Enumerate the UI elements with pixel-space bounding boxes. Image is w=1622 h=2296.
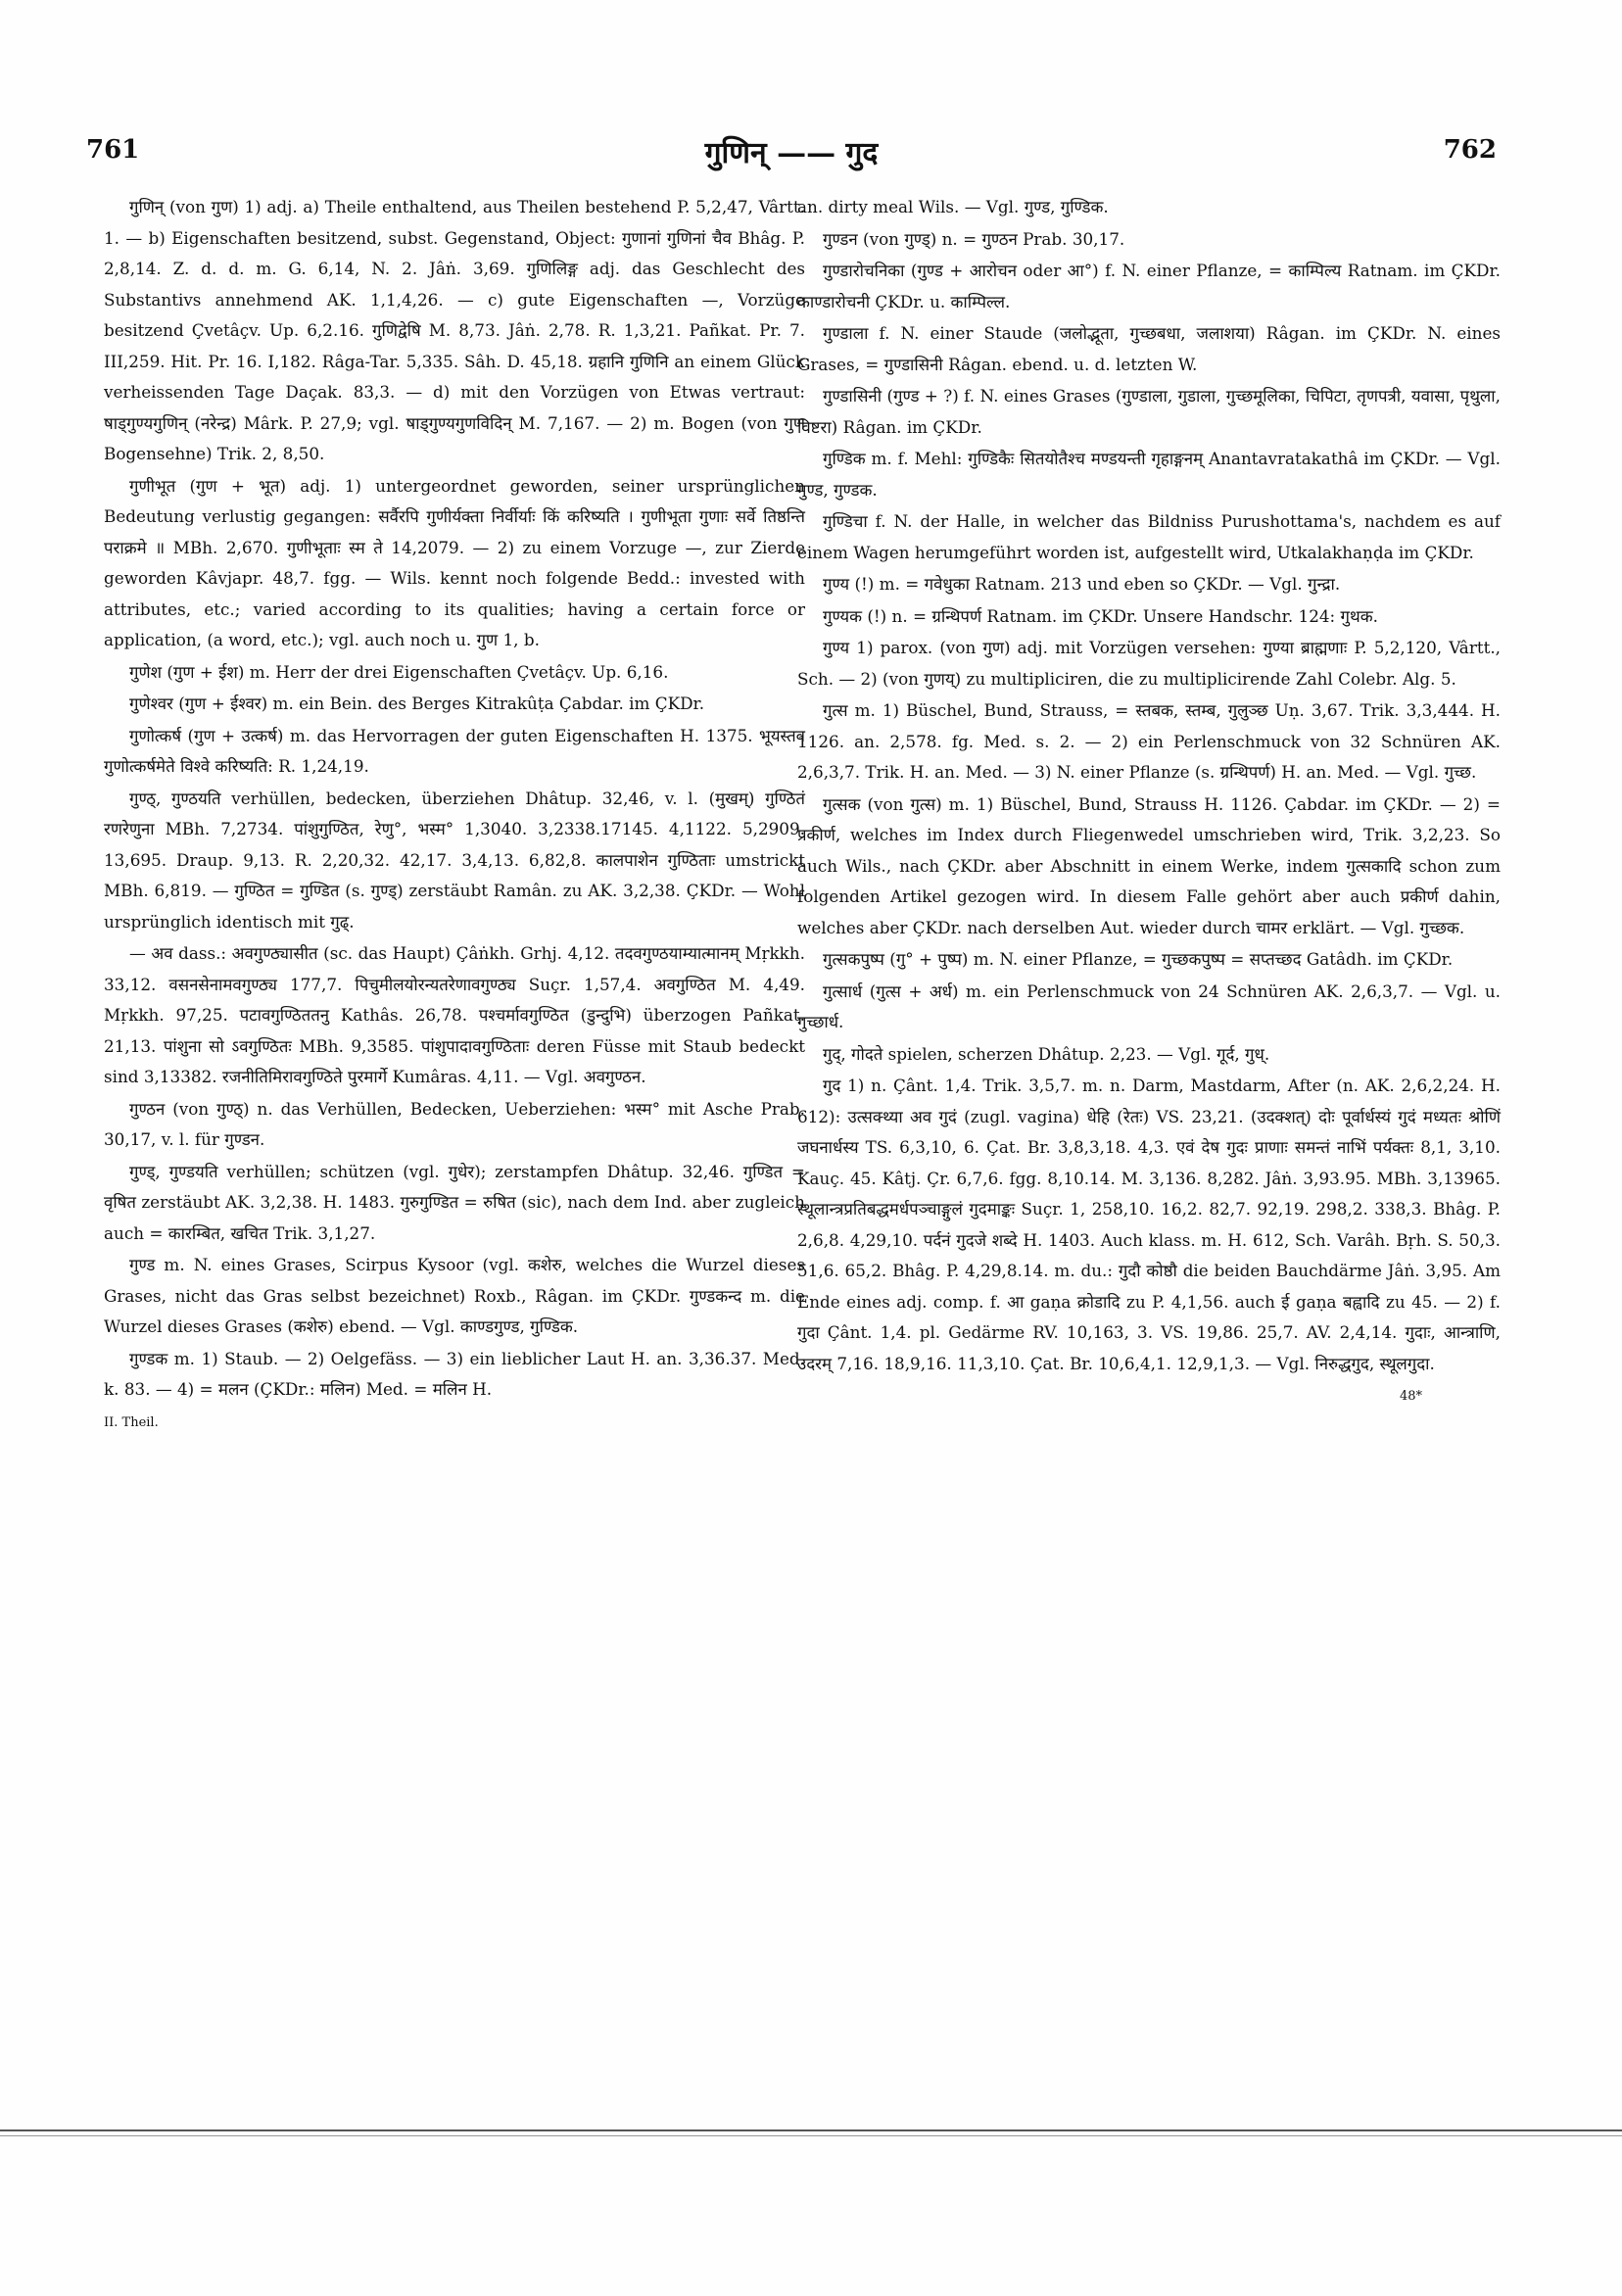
- dictionary-entry: गुत्स m. 1) Büschel, Bund, Strauss, = स्तबक, स्तम्ब, गुलुञ्छ Uṇ. 3,67. Trik. 3,3,444. H. 1126. an. 2,578. fg. Med. s. 2. — 2) ein Perlenschmuck von 32 Schnüren AK. 2,6,3,7. Trik. H. an. Med. — 3) N. einer Pflanze (s. ग्रन्थिपर्ण) H. an. Med. — Vgl. गुच्छ.: [797, 700, 1501, 782]
- dictionary-entry: गुण्ठन (von गुण्ठ्) n. das Verhüllen, Bedecken, Ueberziehen: भस्म° mit Asche Prab. 30,17, v. l. für गुण्डन.: [104, 1098, 805, 1149]
- running-title: गुणिन् —— गुद: [704, 136, 879, 170]
- dictionary-entry: गुत्सकपुष्प (गु° + पुष्प) m. N. einer Pflanze, = गुच्छकपुष्प = सप्तच्छद Gatâdh. im ÇKDr.: [823, 949, 1454, 969]
- dictionary-entry: गुण्डन (von गुण्ड्) n. = गुण्ठन Prab. 30,17.: [823, 228, 1125, 249]
- dictionary-entry: गुण्य 1) parox. (von गुण) adj. mit Vorzügen versehen: गुण्या ब्राह्मणाः P. 5,2,120, Vârtt., Sch. — 2) (von गुणय्) zu multipliciren, die zu multiplicirende Zahl Colebr. Alg. 5.: [797, 638, 1501, 689]
- right-page-number: 762: [1443, 135, 1497, 165]
- dictionary-entry: गुण्डाला f. N. einer Staude (जलोद्भूता, गुच्छबधा, जलाशया) Râgan. im ÇKDr. N. eines Grases, = गुण्डासिनी Râgan. ebend. u. d. letzten W.: [797, 323, 1501, 374]
- dictionary-entry: गुण्डारोचनिका (गुण्ड + आरोचन oder आ°) f. N. einer Pflanze, = काम्पिल्य Ratnam. im ÇKDr. काण्डारोचनी ÇKDr. u. काम्पिल्ल.: [797, 261, 1501, 311]
- dictionary-entry: गुण्डक m. 1) Staub. — 2) Oelgefäss. — 3) ein lieblicher Laut H. an. 3,36.37. Med. k. 83. — 4) = मलन (ÇKDr.: मलिन) Med. = मलिन H.: [104, 1348, 805, 1399]
- dictionary-entry: गुणीभूत (गुण + भूत) adj. 1) untergeordnet geworden, seiner ursprünglichen Bedeutung verlustig gegangen: सर्वैरपि गुणीर्यक्ता निर्वीर्याः किं करिष्यति । गुणीभूता गुणाः सर्वे तिष्ठन्ति पराक्रमे ॥ MBh. 2,670. गुणीभूताः स्म ते 14,2079. — 2) zu einem Vorzuge —, zur Zierde geworden Kâvjapr. 48,7. fgg. — Wils. kennt noch folgende Bedd.: invested with attributes, etc.; varied according to its qualities; having a certain force or application, (a word, etc.); vgl. auch noch u. गुण 1, b.: [104, 475, 805, 649]
- dictionary-entry: गुण्डिक m. f. Mehl: गुण्डिकैः सितयोतैश्च मण्डयन्ती गृहाङ्गनम् Anantavratakathâ im ÇKDr. — Vgl. गुण्ड, गुण्डक.: [797, 449, 1501, 500]
- dictionary-entry: गुण्डिचा f. N. der Halle, in welcher das Bildniss Purushottama's, nachdem es auf einem Wagen herumgeführt worden ist, aufgestellt wird, Utkalakhaṇḍa im ÇKDr.: [797, 511, 1501, 562]
- dictionary-entry: गुणोत्कर्ष (गुण + उत्कर्ष) m. das Hervorragen der guten Eigenschaften H. 1375. भूयस्तव गुणोत्कर्षमेते विश्वे करिष्यति: R. 1,24,19.: [104, 725, 805, 776]
- dictionary-entry: गुत्सार्ध (गुत्स + अर्ध) m. ein Perlenschmuck von 24 Schnüren AK. 2,6,3,7. — Vgl. u. गुच्छार्ध.: [797, 981, 1501, 1031]
- bottom-rule: [0, 2129, 1622, 2131]
- dictionary-entry: गुण्ठ्, गुण्ठयति verhüllen, bedecken, überziehen Dhâtup. 32,46, v. l. (मुखम्) गुण्ठितं रणरेणुना MBh. 7,2734. पांशुगुण्ठित, रेणु°, भस्म° 1,3040. 3,2338.17145. 4,1122. 5,2909. 13,695. Draup. 9,13. R. 2,20,32. 42,17. 3,4,13. 6,82,8. कालपाशेन गुण्ठिताः umstrickt MBh. 6,819. — गुण्ठित = गुण्डित (s. गुण्ड्) zerstäubt Ramân. zu AK. 3,2,38. ÇKDr. — Wohl ursprünglich identisch mit गुढ्.: [104, 788, 805, 932]
- dictionary-entry: — अव dass.: अवगुण्ठ्यासीत (sc. das Haupt) Çâṅkh. Grhj. 4,12. तदवगुण्ठयाम्यात्मानम् Mṛkkh. 33,12. वसनसेनामवगुण्ठ्य 177,7. पिचुमीलयोरन्यतरेणावगुण्ठ्य Suçr. 1,57,4. अवगुण्ठित M. 4,49. Mṛkkh. 97,25. पटावगुण्ठिततनु Kathâs. 26,78. पश्चर्मावगुण्ठित (डुन्दुभि) überzogen Pañkat. 21,13. पांशुना सो ऽवगुण्ठितः MBh. 9,3585. पांशुपादावगुण्ठिताः deren Füsse mit Staub bedeckt sind 3,13382. रजनीतिमिरावगुण्ठिते पुरमार्गे Kumâras. 4,11. — Vgl. अवगुण्ठन.: [104, 943, 805, 1086]
- dictionary-entry: गुण्यक (!) n. = ग्रन्थिपर्ण Ratnam. im ÇKDr. Unsere Handschr. 124: गुथक.: [823, 605, 1378, 626]
- dictionary-entry: गुण्ड्, गुण्डयति verhüllen; schützen (vgl. गुधेर); zerstampfen Dhâtup. 32,46. गुण्डित = वृषित zerstäubt AK. 3,2,38. H. 1483. गुरुगुण्डित = रुषित (sic), nach dem Ind. aber zugleich auch = कारम्बित, खचित Trik. 3,1,27.: [104, 1161, 805, 1243]
- dictionary-entry: an. dirty meal Wils. — Vgl. गुण्ड, गुण्डिक.: [797, 197, 1109, 216]
- dictionary-entry: गुणिन् (von गुण) 1) adj. a) Theile enthaltend, aus Theilen bestehend P. 5,2,47, Vârtt. 1. — b) Eigenschaften besitzend, subst. Gegenstand, Object: गुणानां गुणिनां चैव Bhâg. P. 2,8,14. Z. d. d. m. G. 6,14, N. 2. Jâṅ. 3,69. गुणिलिङ्ग adj. das Geschlecht des Substantivs annehmend AK. 1,1,4,26. — c) gute Eigenschaften —, Vorzüge besitzend Çvetâçv. Up. 6,2.16. गुणिद्वेषि M. 8,73. Jâṅ. 2,78. R. 1,3,21. Pañkat. Pr. 7. III,259. Hit. Pr. 16. I,182. Râga-Tar. 5,335. Sâh. D. 45,18. ग्रहानि गुणिनि an einem Glück verheissenden Tage Daçak. 83,3. — d) mit den Vorzügen von Etwas vertraut: षाड्गुण्यगुणिन् (नरेन्द्र) Mârk. P. 27,9; vgl. षाड्गुण्यगुणविदिन् M. 7,167. — 2) m. Bogen (von गुण Bogensehne) Trik. 2, 8,50.: [104, 197, 805, 463]
- left-column: [104, 192, 805, 1433]
- dictionary-entry: गुत्सक (von गुत्स) m. 1) Büschel, Bund, Strauss H. 1126. Çabdar. im ÇKDr. — 2) = प्रकीर्ण, welches im Index durch Fliegenwedel umschrieben wird, Trik. 3,2,23. So auch Wils., nach ÇKDr. aber Abschnitt in einem Werke, indem गुत्सकादि schon zum folgenden Artikel gezogen wird. In diesem Falle gehört aber auch प्रकीर्ण dahin, welches aber ÇKDr. nach derselben Aut. wieder durch चामर erklärt. — Vgl. गुच्छक.: [797, 793, 1501, 937]
- volume-footer: II. Theil.: [104, 1414, 159, 1430]
- dictionary-entry: गुद्, गोदते spielen, scherzen Dhâtup. 2,23. — Vgl. गूर्द, गुध्.: [823, 1043, 1270, 1064]
- dictionary-entry: गुण्ड m. N. eines Grases, Scirpus Kysoor (vgl. कशेरु, welches die Wurzel dieses Grases, nicht das Gras selbst bezeichnet) Roxb., Râgan. im ÇKDr. गुण्डकन्द m. die Wurzel dieses Grases (कशेरु) ebend. — Vgl. काण्डगुण्ड, गुण्डिक.: [104, 1255, 805, 1336]
- dictionary-entry: गुण्डासिनी (गुण्ड + ?) f. N. eines Grases (गुण्डाला, गुडाला, गुच्छमूलिका, चिपिटा, तृणपत्री, यवासा, पृथुला, विष्टरा) Râgan. im ÇKDr.: [797, 386, 1501, 437]
- dictionary-entry: गुणेश्वर (गुण + ईश्वर) m. ein Bein. des Berges Kitrakûṭa Çabdar. im ÇKDr.: [129, 694, 705, 713]
- right-column: [797, 192, 1501, 1407]
- dictionary-entry: गुणेश (गुण + ईश) m. Herr der drei Eigenschaften Çvetâçv. Up. 6,16.: [129, 661, 669, 682]
- left-page-number: 761: [86, 135, 140, 165]
- bottom-rule-thin: [0, 2135, 1622, 2136]
- page-header: [86, 135, 1497, 174]
- dictionary-entry: गुद 1) n. Çânt. 1,4. Trik. 3,5,7. m. n. Darm, Mastdarm, After (n. AK. 2,6,2,24. H. 612): उत्सक्थ्या अव गुदं (zugl. vagina) धेहि (रेतः) VS. 23,21. (उदक्शत्) दोः पूर्वार्धस्यं गुदं मध्यतः श्रोणिं जघनार्धस्य TS. 6,3,10, 6. Çat. Br. 3,8,3,18. 4,3. एवं देष गुदः प्राणाः समन्तं नाभिं पर्यक्तः 8,1, 3,10. Kauç. 45. Kâtj. Çr. 6,7,6. fgg. 8,10.14. M. 3,136. 8,282. Jâṅ. 3,93.95. MBh. 3,13965. स्थूलान्त्रप्रतिबद्धमर्धपञ्चाङ्गुलं गुदमाङ्कः Suçr. 1, 258,10. 16,2. 82,7. 92,19. 298,2. 338,3. Bhâg. P. 2,6,8. 4,29,10. पर्दनं गुदजे शब्दे H. 1403. Auch klass. m. H. 612, Sch. Varâh. Bṛh. S. 50,3. 51,6. 65,2. Bhâg. P. 4,29,8.14. m. du.: गुदौ कोष्ठौ die beiden Bauchdärme Jâṅ. 3,95. Am Ende eines adj. comp. f. आ gaṇa क्रोडादि zu P. 4,1,56. auch ई gaṇa बह्वादि zu 45. — 2) f. गुदा Çânt. 1,4. pl. Gedärme RV. 10,163, 3. VS. 19,86. 25,7. AV. 2,4,14. गुदाः, आन्त्राणि, उदरम् 7,16. 18,9,16. 11,3,10. Çat. Br. 10,6,4,1. 12,9,1,3. — Vgl. निरुद्धगुद, स्थूलगुदा.: [797, 1076, 1501, 1373]
- signature-mark: 48*: [1399, 1389, 1422, 1404]
- dictionary-entry: गुण्य (!) m. = गवेधुका Ratnam. 213 und eben so ÇKDr. — Vgl. गुन्द्रा.: [823, 574, 1341, 594]
